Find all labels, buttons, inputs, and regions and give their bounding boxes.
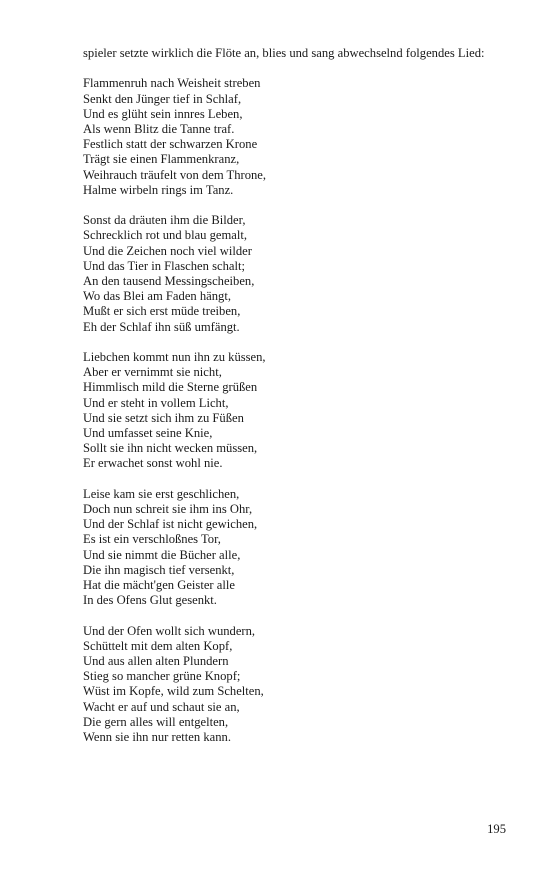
- verse-line: Und der Schlaf ist nicht gewichen,: [83, 517, 258, 532]
- verse-line: Die gern alles will entgelten,: [83, 714, 229, 729]
- verse-line: Liebchen kommt nun ihn zu küssen,: [83, 350, 266, 365]
- verse-line: Himmlisch mild die Sterne grüßen: [83, 380, 258, 395]
- verse-line: Trägt sie einen Flammenkranz,: [83, 152, 240, 167]
- verse-line: Und sie nimmt die Bücher alle,: [83, 547, 241, 562]
- verse-line: Und die Zeichen noch viel wilder: [83, 243, 252, 258]
- verse-line: Flammenruh nach Weisheit streben: [83, 76, 261, 91]
- page-number: 195: [487, 822, 506, 836]
- verse-line: Hat die mächt'gen Geister alle: [83, 578, 235, 593]
- verse-line: Aber er vernimmt sie nicht,: [83, 365, 222, 380]
- stanza-5: [83, 624, 508, 746]
- verse-line: Es ist ein verschloßnes Tor,: [83, 532, 221, 547]
- verse-line: Die ihn magisch tief versenkt,: [83, 562, 235, 577]
- verse-line: Und aus allen alten Plundern: [83, 654, 229, 669]
- verse-line: Mußt er sich erst müde treiben,: [83, 304, 241, 319]
- page-body: [83, 46, 508, 760]
- verse-line: Senkt den Jünger tief in Schlaf,: [83, 91, 242, 106]
- verse-line: Eh der Schlaf ihn süß umfängt.: [83, 319, 240, 334]
- verse-line: Wo das Blei am Faden hängt,: [83, 289, 231, 304]
- verse-line: Doch nun schreit sie ihm ins Ohr,: [83, 502, 253, 517]
- stanza-2: [83, 213, 508, 335]
- verse-line: Leise kam sie erst geschlichen,: [83, 486, 240, 501]
- stanza-1: [83, 76, 508, 198]
- verse-line: Und er steht in vollem Licht,: [83, 395, 229, 410]
- verse-line: An den tausend Messingscheiben,: [83, 274, 255, 289]
- verse-line: Schüttelt mit dem alten Kopf,: [83, 638, 233, 653]
- verse-line: Und sie setzt sich ihm zu Füßen: [83, 410, 244, 425]
- verse-line: Und das Tier in Flaschen schalt;: [83, 258, 245, 273]
- verse-line: Und es glüht sein innres Leben,: [83, 106, 243, 121]
- verse-line: Und umfasset seine Knie,: [83, 426, 213, 441]
- verse-line: Sonst da dräuten ihm die Bilder,: [83, 213, 246, 228]
- verse-line: Wüst im Kopfe, wild zum Schelten,: [83, 684, 264, 699]
- verse-line: Sollt sie ihn nicht wecken müssen,: [83, 441, 258, 456]
- verse-line: Wenn sie ihn nur retten kann.: [83, 730, 231, 745]
- stanza-4: [83, 487, 508, 609]
- verse-line: Wacht er auf und schaut sie an,: [83, 699, 240, 714]
- verse-line: Schrecklich rot und blau gemalt,: [83, 228, 248, 243]
- verse-line: Er erwachet sonst wohl nie.: [83, 456, 223, 471]
- verse-line: Weihrauch träufelt von dem Throne,: [83, 167, 267, 182]
- verse-line: Festlich statt der schwarzen Krone: [83, 137, 258, 152]
- verse-line: Stieg so mancher grüne Knopf;: [83, 669, 241, 684]
- verse-line: Und der Ofen wollt sich wundern,: [83, 623, 256, 638]
- intro-paragraph: spieler setzte wirklich die Flöte an, blies und sang abwechselnd folgendes Lied:: [83, 46, 485, 60]
- verse-line: Als wenn Blitz die Tanne traf.: [83, 122, 235, 136]
- stanza-3: [83, 350, 508, 472]
- verse-line: Halme wirbeln rings im Tanz.: [83, 182, 234, 197]
- verse-line: In des Ofens Glut gesenkt.: [83, 593, 217, 608]
